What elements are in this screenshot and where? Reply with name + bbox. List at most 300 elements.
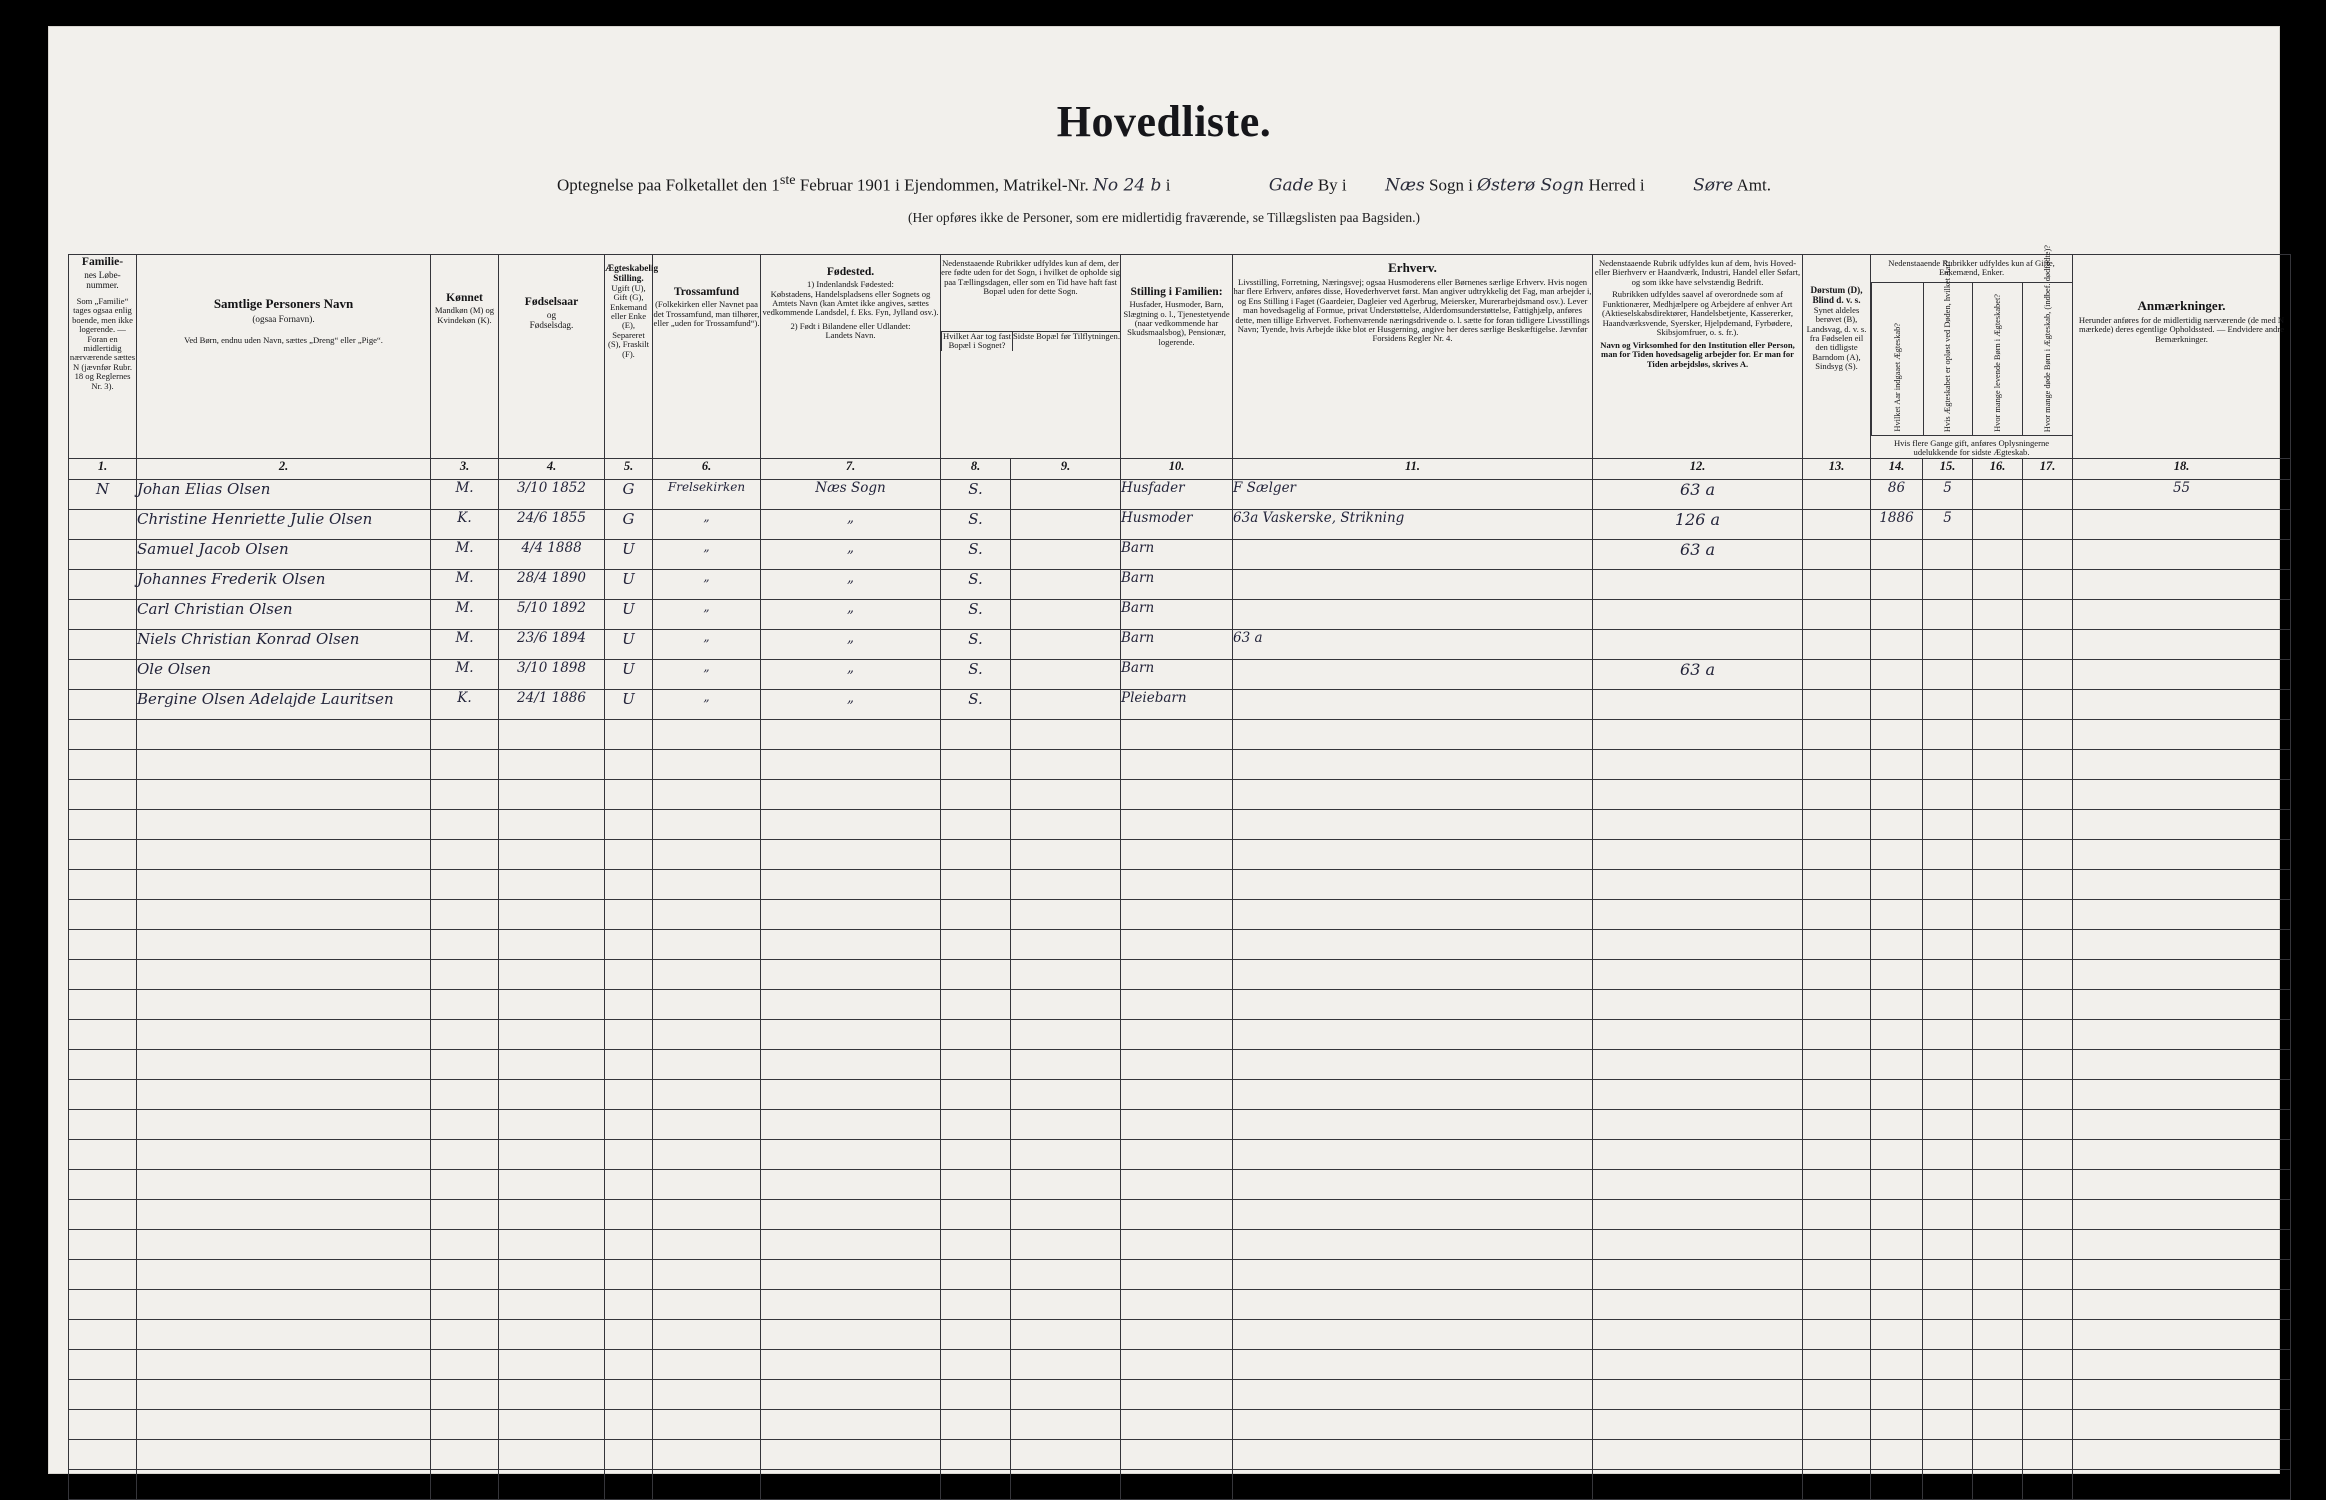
empty-cell xyxy=(2023,1139,2073,1169)
row-birthplace: „ xyxy=(761,629,941,659)
header-remarks: Anmærkninger. Herunder anføres for de midlertidig nærværende (de med N mærkede) deres egentlige Opholdssted. — Endvidere andre Bemærkninger. xyxy=(2073,255,2291,459)
empty-cell xyxy=(1121,1079,1233,1109)
empty-cell xyxy=(653,1379,761,1409)
row-family-position: Husfader xyxy=(1121,479,1233,509)
empty-cell xyxy=(605,929,653,959)
empty-cell xyxy=(1233,1439,1593,1469)
empty-cell xyxy=(761,1049,941,1079)
empty-cell xyxy=(499,779,605,809)
empty-cell xyxy=(2073,779,2291,809)
row-employer xyxy=(1593,569,1803,599)
empty-cell xyxy=(2073,1349,2291,1379)
table-row-empty xyxy=(69,809,2291,839)
row-family-position: Barn xyxy=(1121,629,1233,659)
empty-cell xyxy=(1011,899,1121,929)
colnum-12: 12. xyxy=(1593,458,1803,479)
empty-cell xyxy=(761,1349,941,1379)
empty-cell xyxy=(605,1139,653,1169)
empty-cell xyxy=(1803,1409,1871,1439)
empty-cell xyxy=(1923,1439,1973,1469)
row-children-alive xyxy=(1973,539,2023,569)
empty-cell xyxy=(1973,1019,2023,1049)
empty-cell xyxy=(1973,1319,2023,1349)
empty-cell xyxy=(137,779,431,809)
row-faith: „ xyxy=(653,599,761,629)
colnum-15: 15. xyxy=(1923,458,1973,479)
empty-cell xyxy=(1871,719,1923,749)
row-family-position: Husmoder xyxy=(1121,509,1233,539)
empty-cell xyxy=(2023,989,2073,1019)
empty-cell xyxy=(1923,1229,1973,1259)
empty-cell xyxy=(1121,1379,1233,1409)
row-marital: G xyxy=(605,479,653,509)
empty-cell xyxy=(1593,1439,1803,1469)
row-children-dead xyxy=(2023,509,2073,539)
empty-cell xyxy=(431,1169,499,1199)
empty-cell xyxy=(1011,1019,1121,1049)
empty-cell xyxy=(1973,899,2023,929)
empty-cell xyxy=(1593,719,1803,749)
row-birthdate: 23/6 1894 xyxy=(499,629,605,659)
empty-cell xyxy=(1121,1259,1233,1289)
row-name: Niels Christian Konrad Olsen xyxy=(137,629,431,659)
row-faith: „ xyxy=(653,659,761,689)
row-name: Christine Henriette Julie Olsen xyxy=(137,509,431,539)
empty-cell xyxy=(1803,1199,1871,1229)
row-birthdate: 3/10 1898 xyxy=(499,659,605,689)
empty-cell xyxy=(1871,959,1923,989)
empty-cell xyxy=(605,779,653,809)
empty-cell xyxy=(1233,1139,1593,1169)
empty-cell xyxy=(431,1319,499,1349)
empty-cell xyxy=(1803,839,1871,869)
empty-cell xyxy=(1803,959,1871,989)
empty-cell xyxy=(1233,839,1593,869)
empty-cell xyxy=(2073,959,2291,989)
empty-cell xyxy=(1803,1109,1871,1139)
empty-cell xyxy=(605,1259,653,1289)
empty-cell xyxy=(499,839,605,869)
empty-cell xyxy=(1233,989,1593,1019)
colnum-13: 13. xyxy=(1803,458,1871,479)
empty-cell xyxy=(605,1379,653,1409)
row-sex: M. xyxy=(431,599,499,629)
empty-cell xyxy=(1803,1439,1871,1469)
empty-cell xyxy=(2023,1169,2073,1199)
table-row-empty xyxy=(69,899,2291,929)
empty-cell xyxy=(1121,809,1233,839)
row-remarks xyxy=(2073,629,2291,659)
empty-cell xyxy=(69,1259,137,1289)
empty-cell xyxy=(1121,929,1233,959)
empty-cell xyxy=(1011,1379,1121,1409)
row-birthplace: „ xyxy=(761,539,941,569)
empty-cell xyxy=(499,1229,605,1259)
row-disability xyxy=(1803,509,1871,539)
row-last-residence xyxy=(1011,569,1121,599)
empty-cell xyxy=(761,749,941,779)
header-marriage-year: Hvilket Aar indgaaet Ægteskab? xyxy=(1872,282,1924,435)
row-occupation: F Sælger xyxy=(1233,479,1593,509)
empty-cell xyxy=(1803,809,1871,839)
empty-cell xyxy=(1973,1349,2023,1379)
empty-cell xyxy=(941,779,1011,809)
empty-cell xyxy=(2073,1259,2291,1289)
empty-cell xyxy=(431,1109,499,1139)
empty-cell xyxy=(653,839,761,869)
empty-cell xyxy=(499,1439,605,1469)
colnum-9: 9. xyxy=(1011,458,1121,479)
empty-cell xyxy=(69,779,137,809)
empty-cell xyxy=(499,1289,605,1319)
empty-cell xyxy=(1593,1289,1803,1319)
empty-cell xyxy=(2073,1289,2291,1319)
empty-cell xyxy=(499,959,605,989)
empty-cell xyxy=(1233,1109,1593,1139)
empty-cell xyxy=(1803,1229,1871,1259)
colnum-6: 6. xyxy=(653,458,761,479)
empty-cell xyxy=(1923,989,1973,1019)
empty-cell xyxy=(1973,869,2023,899)
table-row-empty xyxy=(69,1049,2291,1079)
empty-cell xyxy=(1233,929,1593,959)
empty-cell xyxy=(431,839,499,869)
empty-cell xyxy=(2073,929,2291,959)
row-birthplace: Næs Sogn xyxy=(761,479,941,509)
row-employer xyxy=(1593,689,1803,719)
empty-cell xyxy=(137,929,431,959)
colnum-5: 5. xyxy=(605,458,653,479)
row-employer: 126 a xyxy=(1593,509,1803,539)
row-children-dead xyxy=(2023,599,2073,629)
empty-cell xyxy=(431,1019,499,1049)
empty-cell xyxy=(1871,1169,1923,1199)
empty-cell xyxy=(761,1229,941,1259)
empty-cell xyxy=(1121,1469,1233,1499)
empty-cell xyxy=(431,929,499,959)
row-disability xyxy=(1803,569,1871,599)
row-remarks xyxy=(2073,599,2291,629)
row-widow-year xyxy=(1923,569,1973,599)
row-occupation xyxy=(1233,689,1593,719)
empty-cell xyxy=(1121,839,1233,869)
row-family-no xyxy=(69,509,137,539)
table-row-empty xyxy=(69,929,2291,959)
row-widow-year xyxy=(1923,659,1973,689)
empty-cell xyxy=(761,989,941,1019)
empty-cell xyxy=(1973,1469,2023,1499)
empty-cell xyxy=(1593,1109,1803,1139)
table-row-empty xyxy=(69,959,2291,989)
row-birthdate: 3/10 1852 xyxy=(499,479,605,509)
empty-cell xyxy=(605,749,653,779)
empty-cell xyxy=(1803,719,1871,749)
empty-cell xyxy=(761,1289,941,1319)
empty-cell xyxy=(941,1379,1011,1409)
empty-cell xyxy=(605,719,653,749)
empty-cell xyxy=(2023,959,2073,989)
empty-cell xyxy=(137,899,431,929)
subtitle-part-2: Februar 1901 i Ejendommen, Matrikel-Nr. xyxy=(799,175,1089,195)
table-row-empty xyxy=(69,1379,2291,1409)
empty-cell xyxy=(1871,989,1923,1019)
header-family-no: Familie- nes Løbe- nummer. Som „Familie“ tages ogsaa enlig boende, men ikke logerende. — Foran en midlertidig nærværende sættes N (jævnfør Rubr. 18 og Reglernes Nr. 3). xyxy=(69,255,137,459)
row-marriage-year xyxy=(1871,659,1923,689)
empty-cell xyxy=(499,1199,605,1229)
empty-cell xyxy=(653,1139,761,1169)
empty-cell xyxy=(941,1169,1011,1199)
row-sex: K. xyxy=(431,509,499,539)
empty-cell xyxy=(1973,779,2023,809)
empty-cell xyxy=(137,1229,431,1259)
empty-cell xyxy=(2073,1019,2291,1049)
empty-cell xyxy=(941,959,1011,989)
empty-cell xyxy=(605,1409,653,1439)
empty-cell xyxy=(1121,1199,1233,1229)
empty-cell xyxy=(1871,1229,1923,1259)
row-marriage-year xyxy=(1871,539,1923,569)
empty-cell xyxy=(1871,1019,1923,1049)
empty-cell xyxy=(69,989,137,1019)
row-family-position: Barn xyxy=(1121,599,1233,629)
row-employer: 63 a xyxy=(1593,479,1803,509)
empty-cell xyxy=(1233,959,1593,989)
empty-cell xyxy=(431,1469,499,1499)
empty-cell xyxy=(761,1199,941,1229)
empty-cell xyxy=(653,1199,761,1229)
empty-cell xyxy=(1871,1259,1923,1289)
empty-cell xyxy=(137,1139,431,1169)
empty-cell xyxy=(2023,1439,2073,1469)
empty-cell xyxy=(2073,989,2291,1019)
empty-cell xyxy=(69,1409,137,1439)
empty-cell xyxy=(1593,1019,1803,1049)
empty-cell xyxy=(1121,779,1233,809)
empty-cell xyxy=(653,1169,761,1199)
row-faith: Frelsekirken xyxy=(653,479,761,509)
row-family-no xyxy=(69,689,137,719)
empty-cell xyxy=(499,1019,605,1049)
row-children-dead xyxy=(2023,569,2073,599)
empty-cell xyxy=(69,929,137,959)
empty-cell xyxy=(1593,1349,1803,1379)
empty-cell xyxy=(137,1349,431,1379)
empty-cell xyxy=(137,1469,431,1499)
empty-cell xyxy=(1871,1049,1923,1079)
row-children-dead xyxy=(2023,539,2073,569)
empty-cell xyxy=(761,1469,941,1499)
empty-cell xyxy=(499,1259,605,1289)
colnum-14: 14. xyxy=(1871,458,1923,479)
empty-cell xyxy=(1233,869,1593,899)
empty-cell xyxy=(605,1289,653,1319)
empty-cell xyxy=(2073,1079,2291,1109)
row-marital: U xyxy=(605,569,653,599)
empty-cell xyxy=(69,1199,137,1229)
empty-cell xyxy=(1871,1109,1923,1139)
empty-cell xyxy=(431,1139,499,1169)
empty-cell xyxy=(1011,1079,1121,1109)
row-family-no xyxy=(69,629,137,659)
empty-cell xyxy=(1923,1259,1973,1289)
table-row-empty xyxy=(69,1169,2291,1199)
empty-cell xyxy=(1593,869,1803,899)
empty-cell xyxy=(2073,719,2291,749)
empty-cell xyxy=(1923,899,1973,929)
empty-cell xyxy=(1011,989,1121,1019)
empty-cell xyxy=(1593,1169,1803,1199)
colnum-11: 11. xyxy=(1233,458,1593,479)
row-last-residence xyxy=(1011,689,1121,719)
empty-cell xyxy=(1803,1289,1871,1319)
empty-cell xyxy=(1973,1109,2023,1139)
empty-cell xyxy=(1121,1409,1233,1439)
empty-cell xyxy=(1233,1169,1593,1199)
row-sex: M. xyxy=(431,659,499,689)
empty-cell xyxy=(1233,1079,1593,1109)
empty-cell xyxy=(1923,869,1973,899)
row-marital: U xyxy=(605,539,653,569)
empty-cell xyxy=(2023,1289,2073,1319)
empty-cell xyxy=(1973,1379,2023,1409)
empty-cell xyxy=(1973,989,2023,1019)
empty-cell xyxy=(431,719,499,749)
empty-cell xyxy=(137,1169,431,1199)
empty-cell xyxy=(761,719,941,749)
row-name: Johannes Frederik Olsen xyxy=(137,569,431,599)
empty-cell xyxy=(1011,1289,1121,1319)
header-names: Samtlige Personers Navn (ogsaa Fornavn). Ved Børn, endnu uden Navn, sættes „Dreng“ eller „Pige“. xyxy=(137,255,431,459)
empty-cell xyxy=(2023,869,2073,899)
empty-cell xyxy=(2073,839,2291,869)
empty-cell xyxy=(431,779,499,809)
table-row-empty xyxy=(69,1289,2291,1319)
empty-cell xyxy=(1803,1169,1871,1199)
table-row-empty xyxy=(69,1319,2291,1349)
empty-cell xyxy=(1973,1259,2023,1289)
sogn-value: Østerø Sogn xyxy=(1477,175,1585,196)
empty-cell xyxy=(1011,1469,1121,1499)
empty-cell xyxy=(941,1289,1011,1319)
empty-cell xyxy=(137,1379,431,1409)
row-name: Ole Olsen xyxy=(137,659,431,689)
header-last-residence: Sidste Bopæl før Tilflytningen. xyxy=(1013,331,1121,350)
empty-cell xyxy=(1803,1319,1871,1349)
row-children-dead xyxy=(2023,659,2073,689)
empty-cell xyxy=(499,989,605,1019)
colnum-4: 4. xyxy=(499,458,605,479)
empty-cell xyxy=(1803,1259,1871,1289)
empty-cell xyxy=(1011,1199,1121,1229)
empty-cell xyxy=(2023,1079,2073,1109)
empty-cell xyxy=(653,1349,761,1379)
empty-cell xyxy=(605,1319,653,1349)
row-year-settled: S. xyxy=(941,599,1011,629)
empty-cell xyxy=(1973,1139,2023,1169)
empty-cell xyxy=(431,869,499,899)
empty-cell xyxy=(1121,749,1233,779)
empty-cell xyxy=(1233,899,1593,929)
empty-cell xyxy=(941,1199,1011,1229)
row-faith: „ xyxy=(653,539,761,569)
row-occupation: 63a Vaskerske, Strikning xyxy=(1233,509,1593,539)
row-birthdate: 24/1 1886 xyxy=(499,689,605,719)
empty-cell xyxy=(941,1319,1011,1349)
empty-cell xyxy=(1923,1199,1973,1229)
table-row-empty xyxy=(69,1349,2291,1379)
empty-cell xyxy=(1973,1169,2023,1199)
row-occupation: 63 a xyxy=(1233,629,1593,659)
empty-cell xyxy=(1871,1349,1923,1379)
empty-cell xyxy=(605,989,653,1019)
empty-cell xyxy=(1923,1109,1973,1139)
form-subtitle xyxy=(48,172,2280,196)
subtitle-part-3: i xyxy=(1165,175,1171,195)
empty-cell xyxy=(2023,779,2073,809)
empty-cell xyxy=(605,1469,653,1499)
row-disability xyxy=(1803,629,1871,659)
row-year-settled: S. xyxy=(941,569,1011,599)
empty-cell xyxy=(653,899,761,929)
row-disability xyxy=(1803,599,1871,629)
empty-cell xyxy=(2073,1379,2291,1409)
row-family-no xyxy=(69,539,137,569)
empty-cell xyxy=(605,1109,653,1139)
empty-cell xyxy=(1923,1049,1973,1079)
empty-cell xyxy=(1011,839,1121,869)
header-children-alive: Hvor mange levende Børn i Ægteskabet? xyxy=(1973,282,2023,435)
table-row-empty xyxy=(69,1019,2291,1049)
header-children-dead: Hvor mange døde Børn i Ægteskab, (indbef. dødfødte)? xyxy=(2023,282,2072,435)
table-row xyxy=(69,689,2291,719)
row-faith: „ xyxy=(653,569,761,599)
empty-cell xyxy=(1011,719,1121,749)
empty-cell xyxy=(605,809,653,839)
row-marriage-year xyxy=(1871,629,1923,659)
empty-cell xyxy=(137,749,431,779)
header-sex: Kønnet Mandkøn (M) og Kvindekøn (K). xyxy=(431,255,499,459)
row-last-residence xyxy=(1011,629,1121,659)
empty-cell xyxy=(1973,809,2023,839)
empty-cell xyxy=(431,1409,499,1439)
row-birthdate: 28/4 1890 xyxy=(499,569,605,599)
empty-cell xyxy=(1923,719,1973,749)
empty-cell xyxy=(1803,749,1871,779)
empty-cell xyxy=(761,1169,941,1199)
empty-cell xyxy=(1923,1379,1973,1409)
empty-cell xyxy=(1233,1289,1593,1319)
empty-cell xyxy=(1923,1349,1973,1379)
empty-cell xyxy=(137,1079,431,1109)
empty-cell xyxy=(69,1139,137,1169)
empty-cell xyxy=(137,1259,431,1289)
row-remarks xyxy=(2073,509,2291,539)
empty-cell xyxy=(499,1169,605,1199)
empty-cell xyxy=(1233,749,1593,779)
empty-cell xyxy=(1121,1319,1233,1349)
table-row xyxy=(69,539,2291,569)
empty-cell xyxy=(2023,1469,2073,1499)
row-remarks: 55 xyxy=(2073,479,2291,509)
row-marriage-year: 1886 xyxy=(1871,509,1923,539)
empty-cell xyxy=(761,929,941,959)
row-children-alive xyxy=(1973,659,2023,689)
empty-cell xyxy=(1233,809,1593,839)
empty-cell xyxy=(941,1049,1011,1079)
empty-cell xyxy=(1593,929,1803,959)
row-children-alive xyxy=(1973,599,2023,629)
header-birthplace: Fødested. 1) Indenlandsk Fødested: Købstadens, Handelspladsens eller Sognets og Amtets Navn (kan Amtet ikke angives, sættes vedkommende Landsdel, f. Eks. Fyn, Jylland osv.). 2) Født i Bilandene eller Udlandet: Landets Navn. xyxy=(761,255,941,459)
